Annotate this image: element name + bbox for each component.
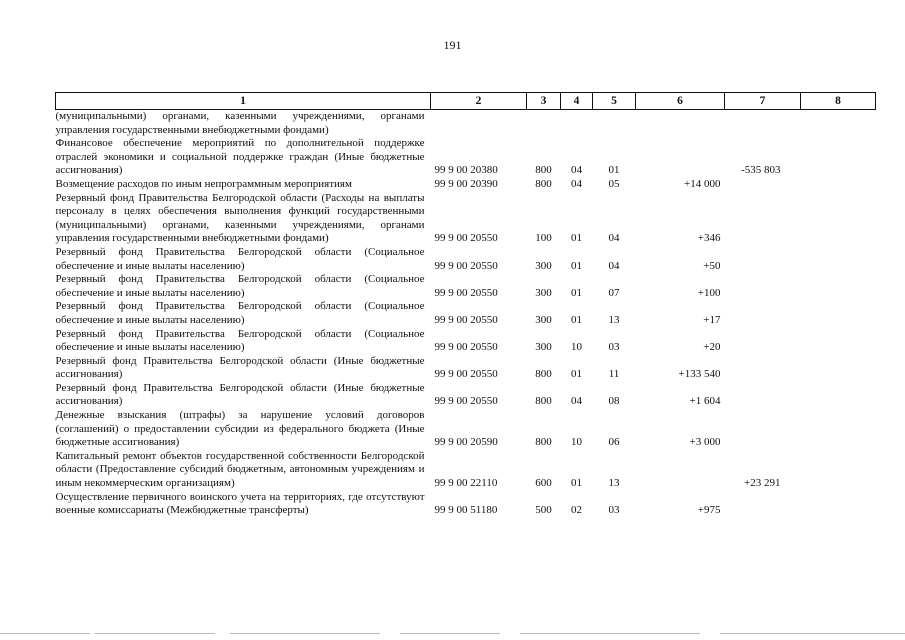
row-col-4: 01: [571, 232, 582, 245]
row-col-3: 500: [535, 504, 552, 517]
row-description: Резервный фонд Правительства Белгородской области (Иные бюджетные ассигнования): [55, 354, 425, 381]
row-col-8: [801, 382, 876, 409]
row-code: 99 9 00 20390: [434, 177, 498, 190]
row-col-5: 07: [608, 286, 620, 299]
row-col-5: 04: [608, 259, 620, 272]
scan-artifact-line: [0, 633, 90, 634]
row-col-6: +133 540: [678, 368, 721, 381]
row-col-8: [801, 300, 876, 327]
table-header-row: [56, 93, 876, 110]
row-col-4: 02: [571, 504, 582, 517]
row-col-8: [801, 110, 876, 138]
row-description: Резервный фонд Правительства Белгородской области (Социальное обеспечение и иные вылаты населению): [55, 300, 425, 326]
row-col-5: 04: [608, 232, 620, 245]
row-description: Резервный фонд Правительства Белгородской области (Социальное обеспечение и иные вылаты населению): [55, 245, 425, 272]
table-row: [56, 192, 876, 246]
row-code: 99 9 00 20590: [434, 436, 498, 449]
row-col-4: 01: [571, 259, 582, 272]
row-code: 99 9 00 20550: [434, 341, 498, 354]
row-code: 99 9 00 51180: [434, 504, 498, 517]
row-col-8: [801, 491, 876, 518]
scan-artifact-line: [95, 633, 215, 634]
row-col-4: 01: [571, 368, 582, 381]
budget-table: [55, 92, 876, 518]
row-col-6: +50: [703, 259, 721, 272]
row-col-5: 11: [608, 368, 620, 381]
row-col-8: [801, 409, 876, 450]
row-code: 99 9 00 20550: [434, 395, 498, 408]
row-col-4: 04: [571, 395, 582, 408]
budget-table-wrapper: [55, 92, 875, 518]
table-row: [56, 273, 876, 300]
row-code: 99 9 00 20550: [434, 259, 498, 272]
row-col-6: +975: [697, 504, 721, 517]
row-col-7: +23 291: [744, 477, 781, 490]
row-col-3: 300: [535, 341, 552, 354]
row-col-7: [725, 110, 801, 138]
table-row: [56, 355, 876, 382]
row-code: 99 9 00 20550: [434, 286, 498, 299]
page-number: 191: [443, 38, 462, 52]
row-col-7: [725, 328, 801, 355]
row-col-7: [725, 192, 801, 246]
row-col-5: 01: [608, 164, 620, 177]
row-col-3: 800: [535, 436, 552, 449]
row-code: 99 9 00 20380: [434, 164, 498, 177]
row-col-6: +17: [703, 313, 721, 326]
row-col-6: +346: [697, 232, 721, 245]
row-description: Возмещение расходов по иным непрограммным мероприятиям: [55, 177, 352, 190]
row-description: Резервный фонд Правительства Белгородской области (Социальное обеспечение и иные вылаты населению): [55, 273, 425, 299]
row-col-8: [801, 192, 876, 246]
row-description: Капитальный ремонт объектов государственной собственности Белгородской области (Предоставление субсидий бюджетным, автономным учреждениям и иным некоммерческим организациям): [55, 449, 425, 490]
table-row: [56, 246, 876, 273]
row-col-4: 01: [571, 286, 582, 299]
row-col-6: [636, 110, 725, 138]
row-col-3: 300: [535, 259, 552, 272]
row-description: Резервный фонд Правительства Белгородской области (Социальное обеспечение и иные вылаты населению): [55, 327, 425, 354]
row-col-5: 08: [608, 395, 620, 408]
table-row: [56, 137, 876, 178]
row-col-4: 01: [571, 477, 582, 490]
row-col-7: [725, 382, 801, 409]
row-col-5: 03: [608, 341, 620, 354]
row-col-8: [801, 450, 876, 491]
row-col-7: -535 803: [741, 164, 781, 177]
row-col-3: 300: [535, 313, 552, 326]
row-col-8: [801, 137, 876, 178]
row-col-5: 05: [608, 177, 620, 190]
table-row: [56, 382, 876, 409]
row-col-3: 300: [535, 286, 552, 299]
row-col-3: 800: [535, 395, 552, 408]
row-col-6: +14 000: [684, 177, 721, 190]
row-col-8: [801, 328, 876, 355]
row-col-4: 10: [571, 436, 582, 449]
scan-artifact-line: [230, 633, 380, 634]
row-col-6: [636, 450, 725, 491]
header-col-1: 1: [56, 93, 431, 110]
row-col-3: 100: [535, 232, 552, 245]
row-description: Денежные взыскания (штрафы) за нарушение условий договоров (соглашений) о предоставлении субсидии из федерального бюджета (Иные бюджетные ассигнования): [55, 409, 425, 449]
row-code: 99 9 00 20550: [434, 232, 498, 245]
table-body: [56, 110, 876, 518]
header-col-3: 3: [527, 93, 561, 110]
table-row: [56, 409, 876, 450]
row-col-4: 10: [571, 341, 582, 354]
row-col-3: 800: [535, 368, 552, 381]
row-col-3: 800: [535, 177, 552, 190]
scan-artifact-line: [720, 633, 905, 634]
row-col-8: [801, 355, 876, 382]
row-col-5: 13: [608, 477, 620, 490]
row-col-8: [801, 178, 876, 192]
row-col-4: 01: [571, 313, 582, 326]
row-col-3: 600: [535, 477, 552, 490]
row-col-3: 800: [535, 164, 552, 177]
row-description: Резервный фонд Правительства Белгородской области (Иные бюджетные ассигнования): [55, 381, 425, 408]
row-col-5: 13: [608, 313, 620, 326]
row-col-5: 03: [608, 504, 620, 517]
header-col-6: 6: [636, 93, 725, 110]
row-col-6: +20: [703, 341, 721, 354]
row-col-7: [725, 355, 801, 382]
row-col-8: [801, 273, 876, 300]
header-col-8: 8: [801, 93, 876, 110]
row-col-7: [725, 491, 801, 518]
row-description: Финансовое обеспечение мероприятий по дополнительной поддержке отраслей экономики и социальной поддержке граждан (Иные бюджетные ассигнования): [55, 137, 425, 177]
row-col-7: [725, 409, 801, 450]
row-col-5: [593, 110, 636, 138]
table-row: [56, 450, 876, 491]
row-col-4: 04: [571, 164, 582, 177]
row-col-5: 06: [608, 436, 620, 449]
row-code: 99 9 00 20550: [434, 368, 498, 381]
table-row: [56, 300, 876, 327]
row-description: Резервный фонд Правительства Белгородской области (Расходы на выплаты персоналу в целях обеспечения выполнения функций государственными (муниципальными) органами, казенными учреждениями, органами управления государственными внебюджетными фондами): [55, 191, 425, 245]
header-col-7: 7: [725, 93, 801, 110]
row-description: Осуществление первичного воинского учета на территориях, где отсутствуют военные комиссариаты (Межбюджетные трансферты): [55, 490, 425, 517]
header-col-2: 2: [431, 93, 527, 110]
table-row: [56, 328, 876, 355]
row-col-6: +3 000: [689, 436, 721, 449]
row-code: [431, 110, 527, 138]
scan-artifact-line: [520, 633, 700, 634]
row-col-6: +100: [697, 286, 721, 299]
row-col-7: [725, 178, 801, 192]
row-col-3: [527, 110, 561, 138]
table-row: [56, 110, 876, 138]
row-col-7: [725, 246, 801, 273]
row-code: 99 9 00 22110: [434, 477, 498, 490]
row-col-7: [725, 300, 801, 327]
row-code: 99 9 00 20550: [434, 313, 498, 326]
row-col-6: [636, 137, 725, 178]
row-col-4: 04: [571, 177, 582, 190]
row-col-7: [725, 273, 801, 300]
table-row: [56, 178, 876, 192]
row-col-4: [561, 110, 593, 138]
row-description: (муниципальными) органами, казенными учреждениями, органами управления государственными внебюджетными фондами): [55, 110, 425, 136]
table-row: [56, 491, 876, 518]
row-col-8: [801, 246, 876, 273]
scan-artifact-line: [400, 633, 500, 634]
header-col-4: 4: [561, 93, 593, 110]
row-col-6: +1 604: [689, 395, 721, 408]
header-col-5: 5: [593, 93, 636, 110]
